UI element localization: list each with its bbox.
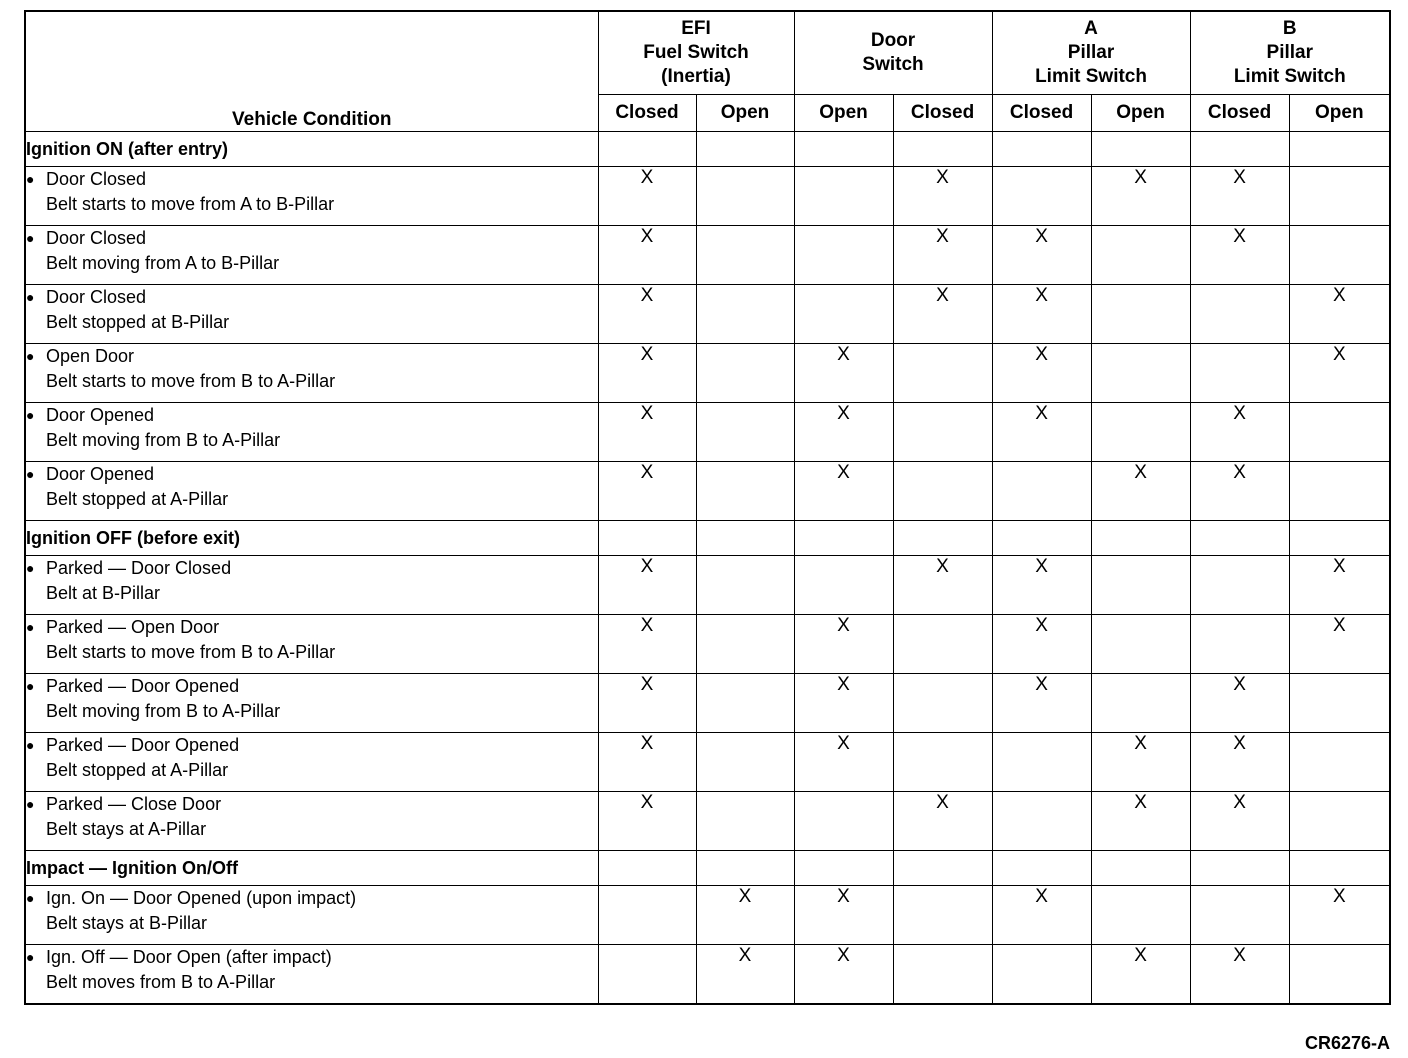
state-cell — [1289, 945, 1390, 1005]
table-row — [25, 733, 1390, 792]
state-cell — [794, 792, 893, 851]
table-row — [25, 674, 1390, 733]
condition-line-1: Parked — Door Closed — [46, 558, 232, 578]
empty-cell — [1091, 521, 1190, 556]
state-cell: X — [992, 403, 1091, 462]
switch-group-header-line: Fuel Switch — [643, 42, 749, 63]
state-cell — [794, 167, 893, 226]
table-row — [25, 945, 1390, 1005]
state-cell — [1289, 733, 1390, 792]
state-cell: X — [992, 615, 1091, 674]
state-cell: X — [598, 285, 696, 344]
state-cell — [1091, 674, 1190, 733]
condition-cell — [25, 226, 598, 285]
state-cell — [1190, 886, 1289, 945]
state-cell: X — [598, 462, 696, 521]
state-cell: X — [598, 615, 696, 674]
state-cell: X — [893, 556, 992, 615]
state-cell — [696, 344, 794, 403]
state-cell: X — [598, 167, 696, 226]
state-cell: X — [1289, 615, 1390, 674]
bullet-icon: ● — [26, 678, 35, 694]
state-cell: X — [1091, 733, 1190, 792]
state-cell — [893, 462, 992, 521]
empty-cell — [794, 851, 893, 886]
section-row — [25, 521, 1390, 556]
condition-cell — [25, 556, 598, 615]
table-row — [25, 167, 1390, 226]
empty-cell — [1190, 132, 1289, 167]
state-cell: X — [893, 285, 992, 344]
state-cell — [1289, 226, 1390, 285]
state-cell: X — [794, 886, 893, 945]
state-cell: X — [992, 674, 1091, 733]
state-cell: X — [598, 733, 696, 792]
condition-line-1: Parked — Door Opened — [46, 735, 240, 755]
switch-state-header: Closed — [598, 95, 696, 132]
state-cell — [1289, 462, 1390, 521]
state-cell — [893, 403, 992, 462]
state-cell: X — [1190, 403, 1289, 462]
state-cell: X — [1289, 285, 1390, 344]
state-cell — [992, 792, 1091, 851]
bullet-icon: ● — [26, 619, 35, 635]
empty-cell — [1091, 851, 1190, 886]
state-cell — [893, 886, 992, 945]
condition-line-2: Belt moving from B to A-Pillar — [46, 701, 281, 721]
state-cell — [992, 462, 1091, 521]
state-cell: X — [992, 886, 1091, 945]
switch-state-header: Open — [696, 95, 794, 132]
bullet-icon: ● — [26, 289, 35, 305]
table-row — [25, 226, 1390, 285]
state-cell: X — [1190, 167, 1289, 226]
bullet-icon: ● — [26, 466, 35, 482]
switch-group-header-line: Pillar — [1067, 42, 1115, 63]
state-cell — [1091, 886, 1190, 945]
condition-line-2: Belt at B-Pillar — [46, 583, 161, 603]
empty-cell — [1091, 132, 1190, 167]
condition-line-2: Belt moving from B to A-Pillar — [46, 430, 281, 450]
bullet-icon: ● — [26, 407, 35, 423]
switch-state-table — [24, 10, 1391, 1005]
switch-state-header: Closed — [893, 95, 992, 132]
state-cell: X — [794, 344, 893, 403]
state-cell — [992, 733, 1091, 792]
empty-cell — [598, 132, 696, 167]
condition-cell — [25, 167, 598, 226]
switch-group-header-line: Pillar — [1266, 42, 1314, 63]
condition-cell — [25, 285, 598, 344]
table-row — [25, 462, 1390, 521]
empty-cell — [893, 132, 992, 167]
state-cell: X — [696, 886, 794, 945]
state-cell — [1091, 615, 1190, 674]
state-cell: X — [992, 344, 1091, 403]
state-cell — [696, 226, 794, 285]
condition-line-1: Door Closed — [46, 228, 147, 248]
bullet-icon: ● — [26, 348, 35, 364]
condition-line-2: Belt stays at A-Pillar — [46, 819, 207, 839]
condition-cell — [25, 792, 598, 851]
state-cell: X — [1289, 344, 1390, 403]
state-cell — [893, 733, 992, 792]
empty-cell — [696, 851, 794, 886]
state-cell: X — [1190, 462, 1289, 521]
condition-cell — [25, 462, 598, 521]
switch-group-header-line: B — [1282, 18, 1297, 39]
condition-line-2: Belt stays at B-Pillar — [46, 913, 208, 933]
state-cell — [696, 556, 794, 615]
condition-cell — [25, 945, 598, 1005]
state-cell: X — [1190, 733, 1289, 792]
empty-cell — [1289, 851, 1390, 886]
condition-cell — [25, 344, 598, 403]
state-cell — [893, 945, 992, 1005]
state-cell — [696, 167, 794, 226]
section-title: Ignition ON (after entry) — [25, 132, 598, 167]
state-cell: X — [992, 226, 1091, 285]
condition-line-1: Door Closed — [46, 287, 147, 307]
empty-cell — [992, 851, 1091, 886]
state-cell: X — [794, 674, 893, 733]
state-cell — [1091, 344, 1190, 403]
state-cell — [1289, 674, 1390, 733]
state-cell — [1190, 615, 1289, 674]
state-cell — [893, 674, 992, 733]
bullet-icon: ● — [26, 796, 35, 812]
empty-cell — [1289, 132, 1390, 167]
state-cell — [794, 285, 893, 344]
empty-cell — [992, 132, 1091, 167]
state-cell: X — [1289, 556, 1390, 615]
state-cell: X — [794, 733, 893, 792]
condition-line-1: Door Opened — [46, 405, 155, 425]
condition-line-2: Belt moving from A to B-Pillar — [46, 253, 280, 273]
table-row — [25, 556, 1390, 615]
state-cell — [1091, 556, 1190, 615]
state-cell — [1091, 226, 1190, 285]
empty-cell — [598, 851, 696, 886]
switch-state-header: Open — [794, 95, 893, 132]
state-cell: X — [598, 226, 696, 285]
switch-group-header-line: (Inertia) — [661, 66, 731, 87]
switch-group-header-line: Limit Switch — [1035, 66, 1147, 87]
state-cell — [696, 792, 794, 851]
table-row — [25, 285, 1390, 344]
condition-line-1: Parked — Door Opened — [46, 676, 240, 696]
switch-group-header — [992, 11, 1190, 95]
switch-state-header: Open — [1289, 95, 1390, 132]
condition-line-1: Parked — Open Door — [46, 617, 220, 637]
switch-state-header: Closed — [992, 95, 1091, 132]
state-cell — [1091, 403, 1190, 462]
state-cell — [696, 615, 794, 674]
section-title: Ignition OFF (before exit) — [25, 521, 598, 556]
state-cell: X — [1190, 674, 1289, 733]
empty-cell — [1190, 851, 1289, 886]
bullet-icon: ● — [26, 171, 35, 187]
condition-line-2: Belt stopped at A-Pillar — [46, 489, 229, 509]
state-cell — [1190, 556, 1289, 615]
bullet-icon: ● — [26, 560, 35, 576]
table-row — [25, 886, 1390, 945]
condition-line-1: Open Door — [46, 346, 135, 366]
state-cell — [696, 285, 794, 344]
state-cell — [598, 886, 696, 945]
table-row — [25, 615, 1390, 674]
state-cell: X — [992, 285, 1091, 344]
state-cell: X — [794, 462, 893, 521]
bullet-icon: ● — [26, 890, 35, 906]
state-cell: X — [598, 344, 696, 403]
table-row — [25, 344, 1390, 403]
condition-line-2: Belt starts to move from A to B-Pillar — [46, 194, 335, 214]
state-cell: X — [696, 945, 794, 1005]
condition-line-1: Door Opened — [46, 464, 155, 484]
state-cell — [794, 226, 893, 285]
section-row — [25, 851, 1390, 886]
state-cell: X — [1289, 886, 1390, 945]
state-cell — [1091, 285, 1190, 344]
empty-cell — [794, 132, 893, 167]
empty-cell — [598, 521, 696, 556]
empty-cell — [696, 132, 794, 167]
state-cell — [893, 615, 992, 674]
condition-line-2: Belt starts to move from B to A-Pillar — [46, 371, 336, 391]
state-cell — [696, 462, 794, 521]
state-cell: X — [1190, 945, 1289, 1005]
switch-state-header: Open — [1091, 95, 1190, 132]
state-cell: X — [893, 792, 992, 851]
empty-cell — [893, 851, 992, 886]
state-cell: X — [1190, 226, 1289, 285]
state-cell: X — [794, 945, 893, 1005]
state-cell: X — [1091, 167, 1190, 226]
state-cell: X — [598, 556, 696, 615]
condition-line-2: Belt stopped at B-Pillar — [46, 312, 230, 332]
condition-cell — [25, 886, 598, 945]
state-cell: X — [1190, 792, 1289, 851]
state-cell: X — [794, 403, 893, 462]
switch-group-header — [1190, 11, 1390, 95]
condition-line-2: Belt starts to move from B to A-Pillar — [46, 642, 336, 662]
state-cell — [794, 556, 893, 615]
bullet-icon: ● — [26, 737, 35, 753]
switch-group-header-line: A — [1084, 18, 1098, 39]
empty-cell — [893, 521, 992, 556]
condition-line-1: Door Closed — [46, 169, 147, 189]
figure-code: CR6276-A — [1304, 1033, 1390, 1053]
condition-line-1: Parked — Close Door — [46, 794, 222, 814]
state-cell — [696, 733, 794, 792]
condition-line-1: Ign. Off — Door Open (after impact) — [46, 947, 332, 967]
condition-cell — [25, 615, 598, 674]
empty-cell — [992, 521, 1091, 556]
state-cell — [992, 945, 1091, 1005]
state-cell: X — [992, 556, 1091, 615]
empty-cell — [1190, 521, 1289, 556]
state-cell: X — [598, 674, 696, 733]
switch-group-header-line: Limit Switch — [1233, 66, 1346, 87]
condition-cell — [25, 403, 598, 462]
condition-line-1: Ign. On — Door Opened (upon impact) — [46, 888, 357, 908]
state-cell — [893, 344, 992, 403]
state-cell: X — [598, 792, 696, 851]
state-cell: X — [1091, 462, 1190, 521]
condition-line-2: Belt moves from B to A-Pillar — [46, 972, 276, 992]
state-cell: X — [893, 226, 992, 285]
state-cell — [598, 945, 696, 1005]
bullet-icon: ● — [26, 949, 35, 965]
state-cell: X — [1091, 792, 1190, 851]
switch-group-header — [794, 11, 992, 95]
state-cell — [696, 674, 794, 733]
condition-cell — [25, 733, 598, 792]
state-cell — [1289, 403, 1390, 462]
state-cell: X — [598, 403, 696, 462]
switch-group-header-line: Door — [870, 30, 916, 51]
state-cell — [1190, 285, 1289, 344]
state-cell — [1289, 167, 1390, 226]
switch-state-header: Closed — [1190, 95, 1289, 132]
state-cell — [1289, 792, 1390, 851]
condition-line-2: Belt stopped at A-Pillar — [46, 760, 229, 780]
empty-cell — [696, 521, 794, 556]
empty-cell — [794, 521, 893, 556]
switch-group-header — [598, 11, 794, 95]
switch-group-header-line: Switch — [862, 54, 924, 75]
section-title: Impact — Ignition On/Off — [25, 851, 598, 886]
state-cell — [1190, 344, 1289, 403]
switch-group-header-line: EFI — [681, 18, 711, 39]
state-cell: X — [893, 167, 992, 226]
table-row — [25, 403, 1390, 462]
state-cell — [696, 403, 794, 462]
empty-cell — [1289, 521, 1390, 556]
table-row — [25, 792, 1390, 851]
state-cell — [992, 167, 1091, 226]
vehicle-condition-header: Vehicle Condition — [25, 11, 598, 132]
bullet-icon: ● — [26, 230, 35, 246]
state-cell: X — [1091, 945, 1190, 1005]
state-cell: X — [794, 615, 893, 674]
section-row — [25, 132, 1390, 167]
condition-cell — [25, 674, 598, 733]
